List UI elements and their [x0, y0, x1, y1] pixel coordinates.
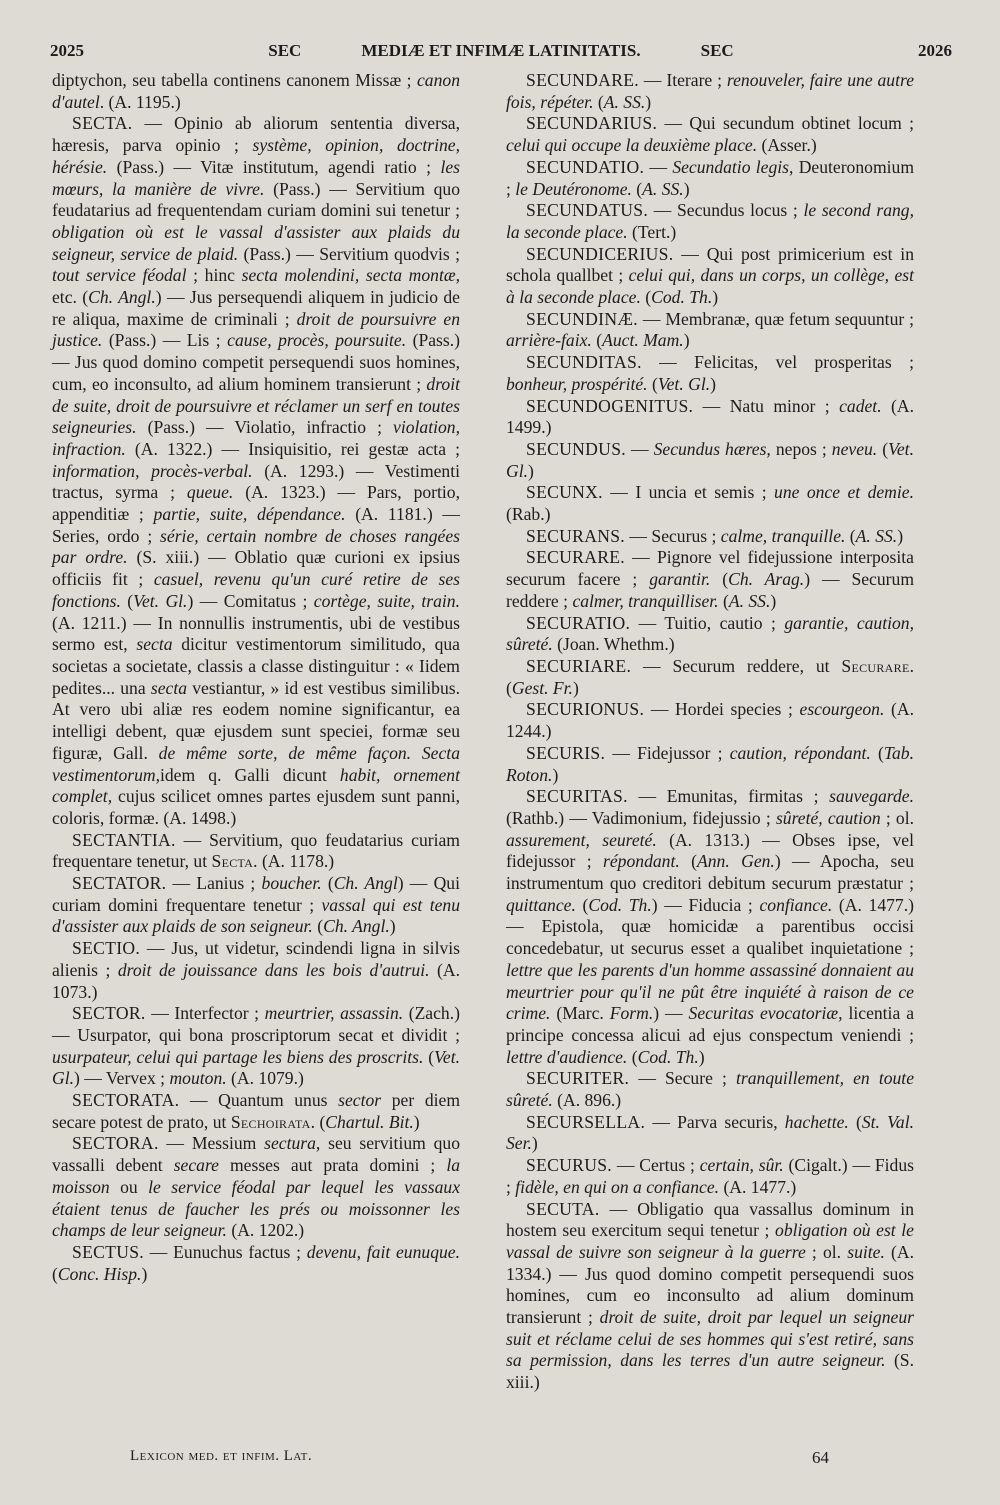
- right-keyword: SEC: [700, 41, 734, 60]
- dictionary-entry: SECUNDINÆ. — Membranæ, quæ fetum sequuntur ; arrière-faix. (Auct. Mam.): [506, 308, 914, 351]
- footer-title: Lexicon med. et infim. Lat.: [130, 1448, 313, 1464]
- dictionary-entry: SECURARE. — Pignore vel fidejussione interposita securum facere ; garantir. (Ch. Arag.) — Securum reddere ; calmer, tranquilliser. (A. SS.): [506, 547, 914, 611]
- dictionary-entry: SECURITAS. — Emunitas, firmitas ; sauvegarde. (Rathb.) — Vadimonium, fidejussio ; sûreté, caution ; ol. assurement, seureté. (A. 1313.) — Obses ipse, vel fidejussor ; répondant. (Ann. Gen.) — Apocha, seu instrumentum quo creditori debitum securum præstatur ; quittance. (Cod. Th.) — Fiducia ; confiance. (A. 1477.) — Epistola, quæ homicidæ a parentibus occisi concedebatur, ut securus esset a qualibet inquietatione ; lettre que les parents d'un homme assassiné donnaient au meurtrier pour qu'il ne pût être inquiété à raison de ce crime. (Marc. Form.) — Securitas evocatoriæ, licentia a principe concessa alicui ad ejus conspectum veniendi ; lettre d'audience. (Cod. Th.): [506, 786, 915, 1067]
- dictionary-entry: SECURIS. — Fidejussor ; caution, répondant. (Tab. Roton.): [506, 742, 915, 785]
- running-title: MEDIÆ ET INFIMÆ LATINITATIS.: [361, 41, 641, 60]
- dictionary-entry: SECUNDARE. — Iterare ; renouveler, faire une autre fois, répéter. (A. SS.): [506, 70, 914, 112]
- dictionary-entry: SECURIARE. — Securum reddere, ut Securare. (Gest. Fr.): [506, 655, 914, 698]
- dictionary-entry: SECUNX. — I uncia et semis ; une once et demie. (Rab.): [506, 482, 914, 525]
- dictionary-entry: SECUNDARIUS. — Qui secundum obtinet locum ; celui qui occupe la deuxième place. (Asser.): [506, 113, 914, 156]
- left-page-number: 2025: [50, 41, 84, 60]
- dictionary-entry: SECTIO. — Jus, ut videtur, scindendi ligna in silvis alienis ; droit de jouissance dans les bois d'autrui. (A. 1073.): [52, 938, 460, 1002]
- dictionary-entry: diptychon, seu tabella continens canonem Missæ ; canon d'autel. (A. 1195.): [52, 70, 460, 112]
- dictionary-entry: SECTANTIA. — Servitium, quo feudatarius curiam frequentare tenetur, ut Secta. (A. 1178.): [52, 829, 460, 872]
- dictionary-entry: SECURATIO. — Tuitio, cautio ; garantie, caution, sûreté. (Joan. Whethm.): [506, 612, 914, 655]
- running-title-group: [268, 41, 733, 61]
- dictionary-entry: SECURANS. — Securus ; calme, tranquille. (A. SS.): [526, 525, 904, 546]
- dictionary-entry: SECUTA. — Obligatio qua vassallus dominum in hostem seu exercitum sequi tenetur ; obligation où est le vassal de suivre son seigneur à la guerre ; ol. suite. (A. 1334.) — Jus quod domino competit persequendi suos homines, cum eo inconsulto ad alium dominum transierunt ; droit de suite, droit par lequel un seigneur suit et réclame celui de ses hommes qui s'est retiré, sans sa permission, dans les terres d'un autre seigneur. (S. xiii.): [506, 1198, 914, 1393]
- signature-number: 64: [812, 1448, 829, 1467]
- dictionary-entry: SECTORATA. — Quantum unus sector per diem secare potest de prato, ut Sechoirata. (Chartul. Bit.): [52, 1090, 460, 1132]
- dictionary-entry: SECURITER. — Secure ; tranquillement, en toute sûreté. (A. 896.): [506, 1068, 914, 1111]
- dictionary-entry: SECUNDATUS. — Secundus locus ; le second rang, la seconde place. (Tert.): [506, 200, 914, 242]
- dictionary-entry: SECURUS. — Certus ; certain, sûr. (Cigalt.) — Fidus ; fidèle, en qui on a confiance. (A. 1477.): [506, 1155, 914, 1197]
- dictionary-entry: SECTOR. — Interfector ; meurtrier, assassin. (Zach.) — Usurpator, qui bona proscriptorum secat et dividit ; usurpateur, celui qui partage les biens des proscrits. (Vet. Gl.) — Vervex ; mouton. (A. 1079.): [52, 1003, 460, 1089]
- dictionary-entry: SECURSELLA. — Parva securis, hachette. (St. Val. Ser.): [506, 1111, 914, 1154]
- dictionary-entry: SECTORA. — Messium sectura, seu servitium quo vassalli debent secare messes aut prata domini ; la moisson ou le service féodal par lequel les vassaux étaient tenus de faucher les prés ou moissonner les champs de leur seigneur. (A. 1202.): [52, 1133, 460, 1241]
- dictionary-entry: SECUNDATIO. — Secundatio legis, Deuteronomium ; le Deutéronome. (A. SS.): [506, 156, 915, 199]
- dictionary-entry: SECUNDOGENITUS. — Natu minor ; cadet. (A. 1499.): [506, 395, 914, 438]
- right-page-number: 2026: [917, 41, 952, 60]
- dictionary-entry: SECTA. — Opinio ab aliorum sententia diversa, hæresis, parva opinio ; système, opinion, doctrine, hérésie. (Pass.) — Vitæ institutum, agendi ratio ; les mœurs, la manière de vivre. (Pass.) — Servitium quo feudatarius ad frequentendam curiam domini sui tenetur ; obligation où est le vassal d'assister aux plaids du seigneur, service de plaid. (Pass.) — Servitium quodvis ; tout service féodal ; hinc secta molendini, secta montæ, etc. (Ch. Angl.) — Jus persequendi aliquem in judicio de re aliqua, maxime de criminali ; droit de poursuivre en justice. (Pass.) — Lis ; cause, procès, poursuite. (Pass.) — Jus quod domino competit persequendi suos homines, cum, eo inconsulto, ad alium hominem transierunt ; droit de suite, droit de poursuivre et réclamer un serf en toutes seigneuries. (Pass.) — Violatio, infractio ; violation, infraction. (A. 1322.) — Insiquisitio, rei gestæ acta ; information, procès-verbal. (A. 1293.) — Vestimenti tractus, syrma ; queue. (A. 1323.) — Pars, portio, appenditiæ ; partie, suite, dépendance. (A. 1181.) — Series, ordo ; série, certain nombre de choses rangées par ordre. (S. xiii.) — Oblatio quæ curioni ex ipsius officiis fit ; casuel, revenu qu'un curé retire de ses fonctions. (Vet. Gl.) — Comitatus ; cortège, suite, train. (A. 1211.) — In nonnullis instrumentis, ubi de vestibus sermo est, secta dicitur vestimentorum similitudo, qua societas a societate, classis a classe distinguitur : « Iidem pedites... una secta vestiantur, » id est vestibus similibus. At vero ubi aliæ res eodem nomine significantur, ea intelligi debent, quæ ejusdem sunt speciei, formæ seu figuræ, Gall. de même sorte, de même façon. Secta vestimentorum,idem q. Galli dicunt habit, ornement complet, cujus scilicet omnes partes ejusdem sunt panni, coloris, formæ. (A. 1498.): [52, 113, 461, 828]
- dictionary-entry: SECUNDUS. — Secundus hæres, nepos ; neveu. (Vet. Gl.): [506, 438, 914, 481]
- dictionary-entry: SECUNDITAS. — Felicitas, vel prosperitas ; bonheur, prospérité. (Vet. Gl.): [506, 352, 914, 394]
- dictionary-entry: SECTATOR. — Lanius ; boucher. (Ch. Angl) — Qui curiam domini frequentare tenetur ; vassal qui est tenu d'assister aux plaids de son seigneur. (Ch. Angl.): [52, 873, 460, 937]
- left-column: [52, 70, 460, 1285]
- left-keyword: SEC: [268, 41, 302, 60]
- dictionary-entry: SECTUS. — Eunuchus factus ; devenu, fait eunuque. (Conc. Hisp.): [52, 1241, 460, 1284]
- dictionary-entry: SECURIONUS. — Hordei species ; escourgeon. (A. 1244.): [506, 699, 914, 742]
- right-column: [506, 70, 914, 1394]
- running-head: [50, 38, 952, 64]
- dictionary-entry: SECUNDICERIUS. — Qui post primicerium est in schola quallbet ; celui qui, dans un corps, un collège, est à la seconde place. (Cod. Th.): [506, 243, 914, 308]
